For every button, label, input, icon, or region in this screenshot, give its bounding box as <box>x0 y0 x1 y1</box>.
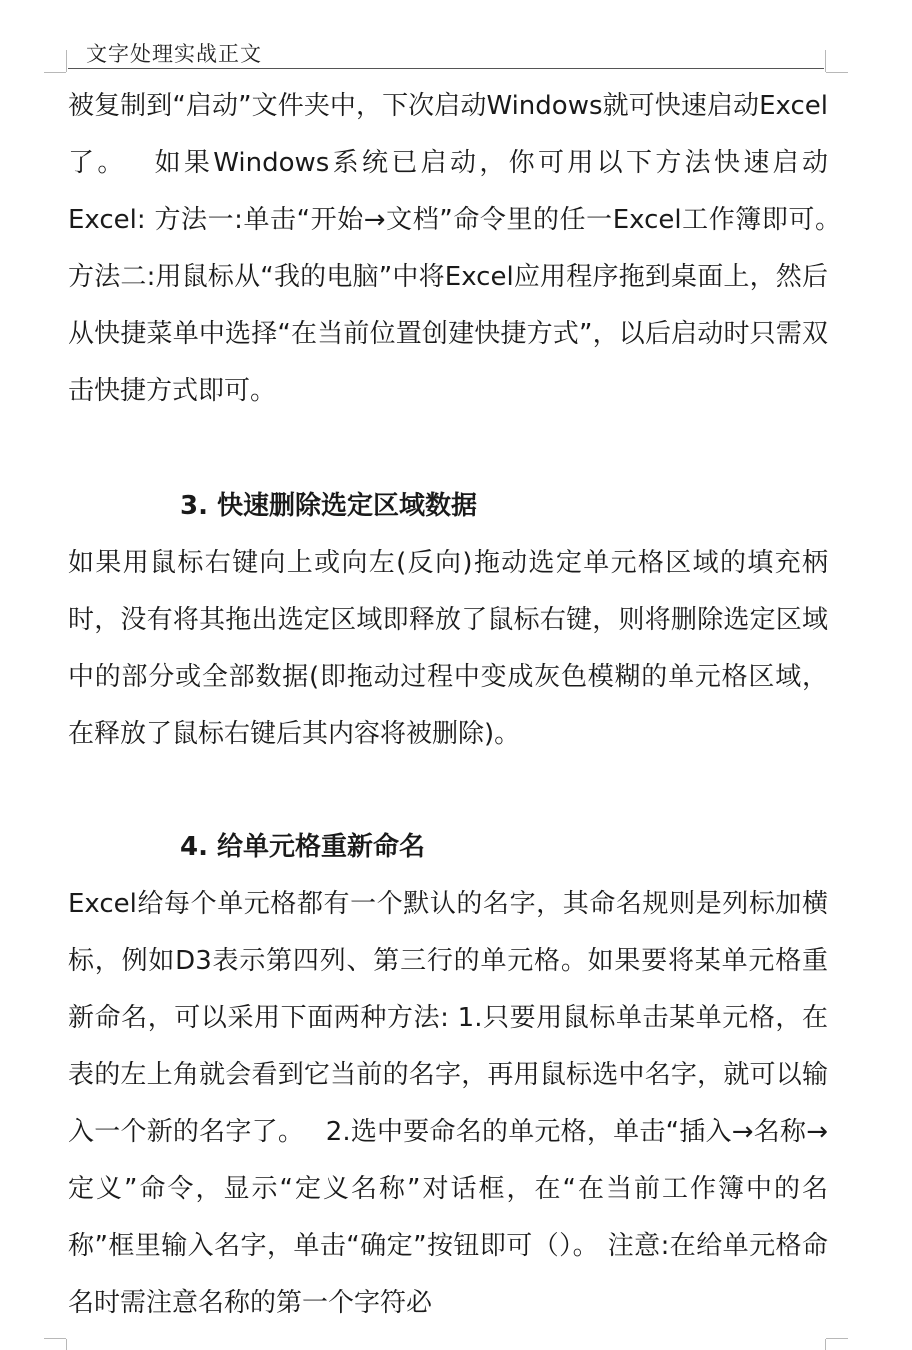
paragraph-section-4: Excel给每个单元格都有一个默认的名字，其命名规则是列标加横标，例如D3表示第四列、第三行的单元格。如果要将某单元格重新命名，可以采用下面两种方法: 1.只要用鼠标单击某单元格，在表的左上角就会看到它当前的名字，再用鼠标选中名字，就可以输入一个新的名字了。 2.选中要命名的单元格，单击“插入→名称→定义”命令，显示“定义名称”对话框，在“在当前工作簿中的名称”框里输入名字，单击“确定”按钮即可（）。 注意:在给单元格命名时需注意名称的第一个字符必 <box>68 889 828 1318</box>
crop-mark-bottom-left-h <box>44 1338 66 1339</box>
spacer <box>68 763 828 819</box>
paragraph-section-3: 如果用鼠标右键向上或向左(反向)拖动选定单元格区域的填充柄时，没有将其拖出选定区域即释放了鼠标右键，则将删除选定区域中的部分或全部数据(即拖动过程中变成灰色模糊的单元格区域，在释放了鼠标右键后其内容将被删除)。 <box>68 548 828 749</box>
spacer <box>68 420 828 478</box>
heading-section-4: 4. 给单元格重新命名 <box>180 832 426 862</box>
paragraph-excel-startup: 被复制到“启动”文件夹中，下次启动Windows就可快速启动Excel了。 如果Windows系统已启动，你可用以下方法快速启动Excel: 方法一:单击“开始→文档”命令里的任一Excel工作簿即可。 方法二:用鼠标从“我的电脑”中将Excel应用程序拖到桌面上，然后从快捷菜单中选择“在当前位置创建快捷方式”，以后启动时只需双击快捷方式即可。 <box>68 91 863 406</box>
crop-mark-top-right-h <box>826 72 848 73</box>
heading-section-3: 3. 快速删除选定区域数据 <box>180 491 478 521</box>
body-content <box>68 78 863 1332</box>
crop-mark-bottom-right-v <box>825 1339 826 1350</box>
crop-mark-top-left-h <box>44 72 66 73</box>
running-header: 文字处理实战正文 <box>86 42 262 66</box>
crop-mark-top-left-v <box>66 50 67 72</box>
crop-mark-bottom-right-h <box>826 1338 848 1339</box>
header-rule <box>68 68 824 69</box>
crop-mark-top-right-v <box>825 50 826 72</box>
crop-mark-bottom-left-v <box>66 1339 67 1350</box>
